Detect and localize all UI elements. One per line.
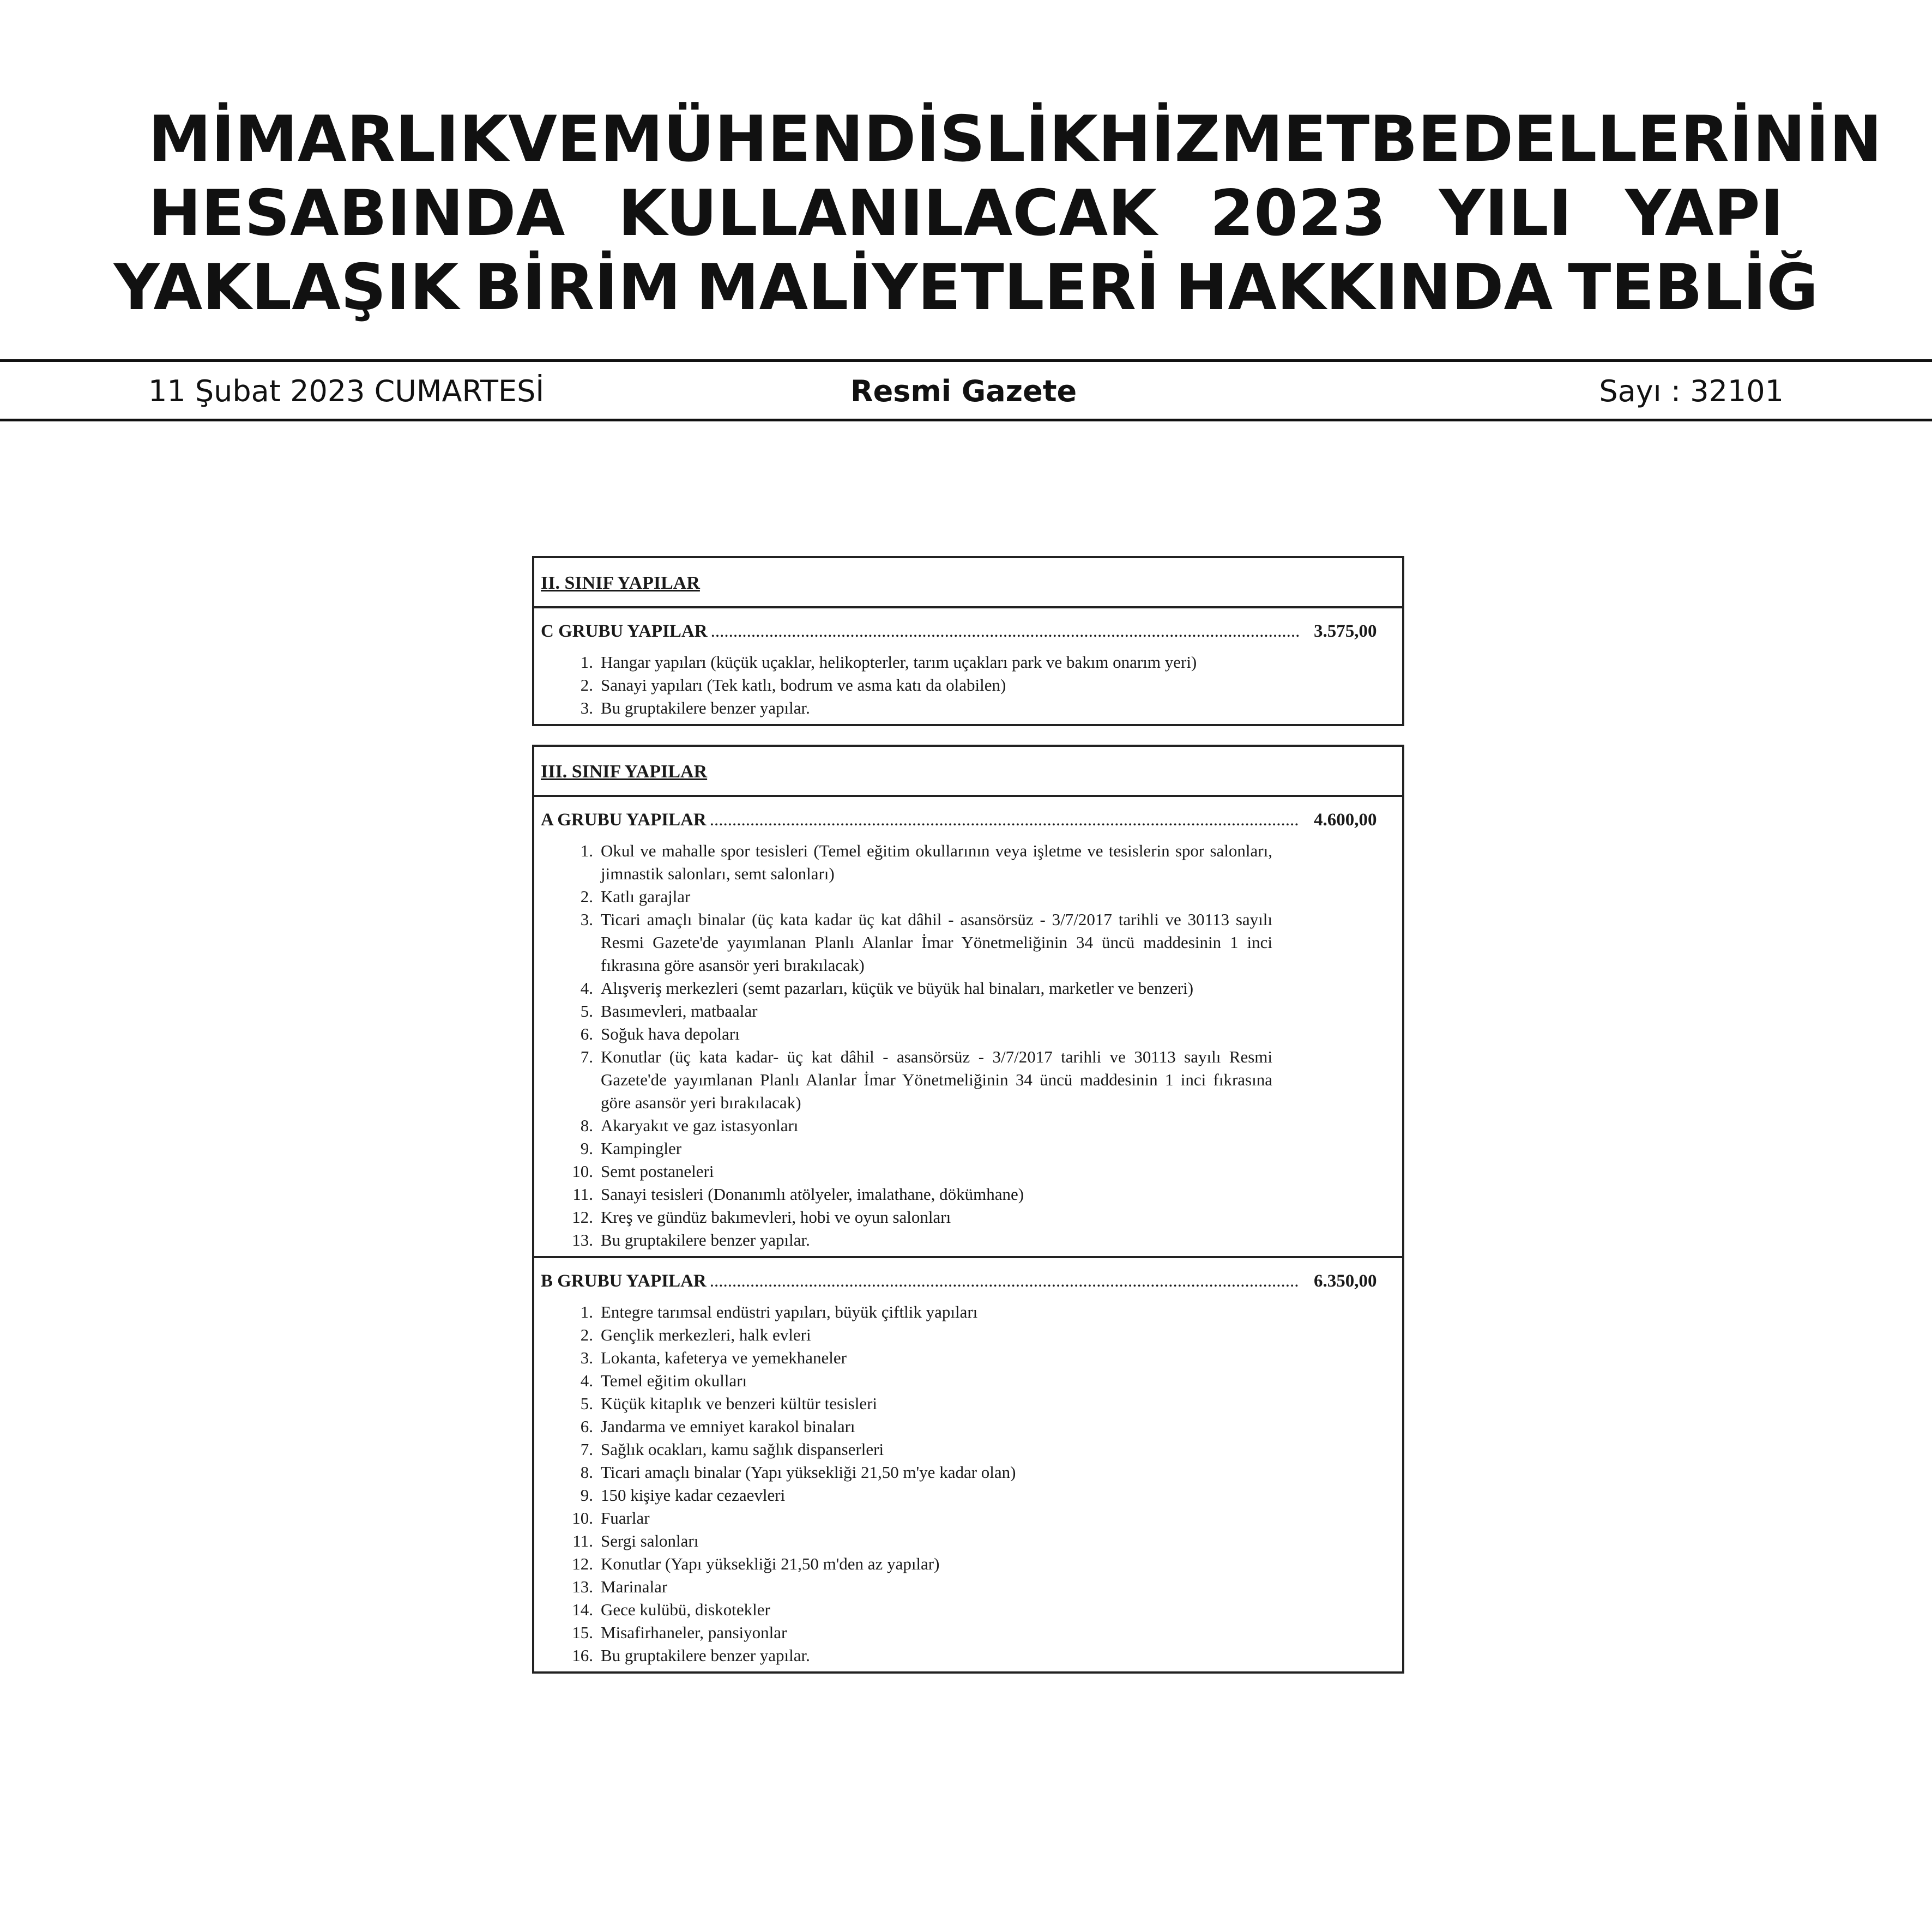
- item-text: Soğuk hava depoları: [601, 1024, 740, 1043]
- group-title: C GRUBU YAPILAR: [541, 621, 708, 641]
- item-text: Gece kulübü, diskotekler: [601, 1600, 770, 1619]
- item-text: Konutlar (üç kata kadar- üç kat dâhil - asansörsüz - 3/7/2017 tarihli ve 30113 sayılı Resmi Gazete'de yayımlanan Planlı Alanlar İmar Yönetmeliğinin 34 üncü maddesinin 1 inci fıkrasına göre asansör yeri bırakılacak): [601, 1047, 1272, 1112]
- item-number: 10.: [572, 1508, 593, 1528]
- list-item: [558, 840, 1272, 885]
- item-number: 2.: [580, 887, 593, 906]
- group-a: [534, 797, 1402, 1256]
- dot-leader: [710, 808, 1300, 832]
- item-text: Lokanta, kafeterya ve yemekhaneler: [601, 1348, 847, 1367]
- title-word: MİMARLIK: [148, 102, 509, 176]
- item-number: 13.: [572, 1577, 593, 1596]
- item-text: Basımevleri, matbaalar: [601, 1001, 758, 1021]
- item-number: 10.: [572, 1162, 593, 1181]
- item-text: Alışveriş merkezleri (semt pazarları, küçük ve büyük hal binaları, marketler ve benzeri): [601, 979, 1194, 998]
- item-number: 9.: [580, 1139, 593, 1158]
- title-word: 2023: [1210, 177, 1386, 250]
- title-word: KULLANILACAK: [618, 177, 1157, 250]
- list-item: [558, 1206, 1272, 1229]
- title-word: VE: [508, 102, 601, 176]
- item-text: Bu gruptakilere benzer yapılar.: [601, 1230, 810, 1249]
- class-3-section: [532, 745, 1404, 1674]
- group-c: [534, 608, 1402, 724]
- item-text: Sergi salonları: [601, 1531, 699, 1550]
- list-item: [558, 1644, 1272, 1667]
- item-text: Hangar yapıları (küçük uçaklar, helikopterler, tarım uçakları park ve bakım onarım yeri): [601, 653, 1197, 672]
- item-number: 6.: [580, 1417, 593, 1436]
- title-line-2: [148, 177, 1784, 251]
- item-text: Ticari amaçlı binalar (Yapı yüksekliği 21,50 m'ye kadar olan): [601, 1463, 1016, 1482]
- section-heading: III. SINIF YAPILAR: [534, 747, 1402, 797]
- item-number: 5.: [580, 1394, 593, 1413]
- item-text: Kreş ve gündüz bakımevleri, hobi ve oyun salonları: [601, 1208, 951, 1227]
- item-number: 1.: [580, 841, 593, 860]
- item-number: 4.: [580, 1371, 593, 1390]
- scanned-document: [532, 556, 1404, 1692]
- title-word: HESABINDA: [148, 177, 565, 250]
- list-item: [558, 674, 1272, 697]
- list-item: [558, 977, 1272, 1000]
- list-item: [558, 1114, 1272, 1137]
- item-list: [534, 840, 1402, 1252]
- list-item: [558, 1301, 1272, 1324]
- list-item: [558, 1183, 1272, 1206]
- list-item: [558, 1160, 1272, 1183]
- group-header: [534, 616, 1402, 645]
- unit-cost-value: 4.600,00: [1314, 810, 1377, 830]
- item-number: 2.: [580, 675, 593, 695]
- item-text: Misafirhaneler, pansiyonlar: [601, 1623, 787, 1642]
- list-item: [558, 651, 1272, 674]
- dot-leader: [710, 1269, 1300, 1293]
- list-item: [558, 1553, 1272, 1575]
- unit-cost-value: 6.350,00: [1314, 1271, 1377, 1291]
- group-title: B GRUBU YAPILAR: [541, 1271, 707, 1291]
- title-word: BİRİM: [474, 251, 681, 324]
- header-divider-top: [0, 359, 1932, 362]
- item-number: 7.: [580, 1047, 593, 1066]
- item-number: 2.: [580, 1325, 593, 1344]
- item-text: Semt postaneleri: [601, 1162, 714, 1181]
- item-text: Jandarma ve emniyet karakol binaları: [601, 1417, 855, 1436]
- list-item: [558, 1575, 1272, 1598]
- page-title: [113, 102, 1882, 325]
- section-heading: II. SINIF YAPILAR: [534, 558, 1402, 608]
- list-item: [558, 1621, 1272, 1644]
- item-text: Temel eğitim okulları: [601, 1371, 747, 1390]
- list-item: [558, 1137, 1272, 1160]
- item-text: Akaryakıt ve gaz istasyonları: [601, 1116, 799, 1135]
- item-text: Entegre tarımsal endüstri yapıları, büyük çiftlik yapıları: [601, 1302, 978, 1321]
- list-item: [558, 1461, 1272, 1484]
- item-text: Konutlar (Yapı yüksekliği 21,50 m'den az yapılar): [601, 1554, 940, 1573]
- item-text: Bu gruptakilere benzer yapılar.: [601, 1646, 810, 1665]
- item-number: 14.: [572, 1600, 593, 1619]
- title-word: YAKLAŞIK: [113, 251, 459, 324]
- item-number: 8.: [580, 1463, 593, 1482]
- title-word: TEBLİĞ: [1568, 251, 1819, 324]
- item-number: 4.: [580, 979, 593, 998]
- item-text: Küçük kitaplık ve benzeri kültür tesisleri: [601, 1394, 878, 1413]
- list-item: [558, 1484, 1272, 1507]
- item-text: Kampingler: [601, 1139, 682, 1158]
- list-item: [558, 1000, 1272, 1023]
- list-item: [558, 697, 1272, 720]
- item-number: 15.: [572, 1623, 593, 1642]
- item-number: 3.: [580, 698, 593, 717]
- title-word: HAKKINDA: [1175, 251, 1553, 324]
- item-number: 6.: [580, 1024, 593, 1043]
- group-header: [534, 1266, 1402, 1295]
- list-item: [558, 1507, 1272, 1530]
- item-number: 11.: [572, 1185, 593, 1204]
- publication-meta-bar: [148, 375, 1784, 408]
- list-item: [558, 1046, 1272, 1114]
- header-divider-bottom: [0, 419, 1932, 421]
- list-item: [558, 1324, 1272, 1347]
- item-number: 12.: [572, 1208, 593, 1227]
- item-list: [534, 1301, 1402, 1667]
- item-number: 1.: [580, 1302, 593, 1321]
- item-number: 1.: [580, 653, 593, 672]
- item-number: 13.: [572, 1230, 593, 1249]
- title-line-1: [148, 102, 1882, 177]
- list-item: [558, 1392, 1272, 1415]
- list-item: [558, 908, 1272, 977]
- list-item: [558, 1598, 1272, 1621]
- item-number: 5.: [580, 1001, 593, 1021]
- item-text: Sanayi tesisleri (Donanımlı atölyeler, imalathane, dökümhane): [601, 1185, 1024, 1204]
- unit-cost-value: 3.575,00: [1314, 621, 1377, 641]
- item-text: Marinalar: [601, 1577, 668, 1596]
- list-item: [558, 885, 1272, 908]
- title-word: YILI: [1439, 177, 1572, 250]
- item-number: 3.: [580, 1348, 593, 1367]
- title-word: MALİYETLERİ: [696, 251, 1160, 324]
- item-list: [534, 651, 1402, 720]
- item-number: 8.: [580, 1116, 593, 1135]
- title-word: HİZMET: [1098, 102, 1370, 176]
- list-item: [558, 1530, 1272, 1553]
- list-item: [558, 1415, 1272, 1438]
- group-b: [534, 1256, 1402, 1671]
- publication-date: 11 Şubat 2023 CUMARTESİ: [148, 374, 545, 408]
- list-item: [558, 1347, 1272, 1369]
- item-number: 11.: [572, 1531, 593, 1550]
- item-text: Gençlik merkezleri, halk evleri: [601, 1325, 811, 1344]
- group-header: [534, 805, 1402, 834]
- item-number: 12.: [572, 1554, 593, 1573]
- item-text: 150 kişiye kadar cezaevleri: [601, 1486, 786, 1505]
- list-item: [558, 1438, 1272, 1461]
- list-item: [558, 1023, 1272, 1046]
- dot-leader: [711, 619, 1300, 643]
- item-text: Bu gruptakilere benzer yapılar.: [601, 698, 810, 717]
- item-number: 16.: [572, 1646, 593, 1665]
- issue-number: Sayı : 32101: [1599, 374, 1784, 408]
- item-text: Katlı garajlar: [601, 887, 691, 906]
- item-number: 3.: [580, 910, 593, 929]
- group-title: A GRUBU YAPILAR: [541, 810, 707, 830]
- title-word: MÜHENDİSLİK: [600, 102, 1098, 176]
- gazette-name: Resmi Gazete: [850, 374, 1077, 408]
- item-text: Sanayi yapıları (Tek katlı, bodrum ve asma katı da olabilen): [601, 675, 1006, 695]
- item-text: Okul ve mahalle spor tesisleri (Temel eğitim okullarının veya işletme ve tesislerin spor salonları, jimnastik salonları, semt salonları): [601, 841, 1272, 883]
- list-item: [558, 1229, 1272, 1252]
- title-line-3: [113, 251, 1819, 325]
- item-number: 7.: [580, 1440, 593, 1459]
- item-text: Ticari amaçlı binalar (üç kata kadar üç kat dâhil - asansörsüz - 3/7/2017 tarihli ve 30113 sayılı Resmi Gazete'de yayımlanan Planlı Alanlar İmar Yönetmeliğinin 34 üncü maddesinin 1 inci fıkrasına göre asansör yeri bırakılacak): [601, 910, 1272, 975]
- item-text: Sağlık ocakları, kamu sağlık dispanserleri: [601, 1440, 884, 1459]
- class-2-section: [532, 556, 1404, 726]
- item-text: Fuarlar: [601, 1508, 650, 1528]
- title-word: YAPI: [1625, 177, 1784, 250]
- list-item: [558, 1369, 1272, 1392]
- item-number: 9.: [580, 1486, 593, 1505]
- title-word: BEDELLERİNİN: [1369, 102, 1882, 176]
